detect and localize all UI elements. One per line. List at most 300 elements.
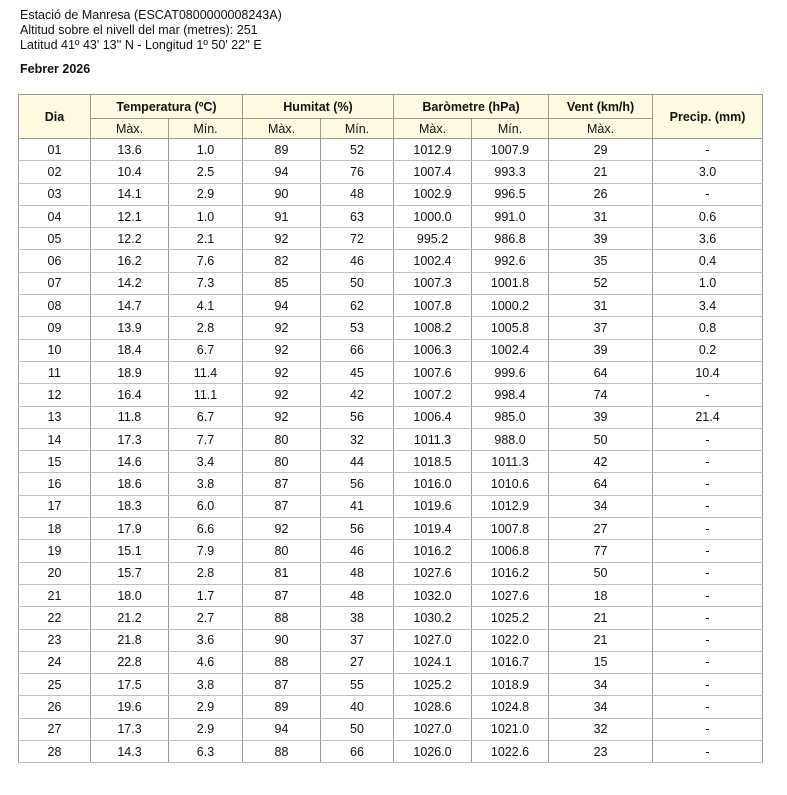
table-cell: 14.3 — [91, 741, 169, 763]
table-cell: 21 — [19, 584, 91, 606]
month-title: Febrer 2026 — [20, 62, 91, 76]
table-cell: 0.4 — [653, 250, 763, 272]
table-row — [19, 607, 763, 629]
table-cell: 21.8 — [91, 629, 169, 651]
table-cell: 1032.0 — [394, 584, 472, 606]
table-cell: 18.4 — [91, 339, 169, 361]
table-cell: 87 — [243, 495, 321, 517]
table-cell: 34 — [549, 696, 653, 718]
table-cell: 14.1 — [91, 183, 169, 205]
table-cell: 66 — [321, 339, 394, 361]
table-cell: - — [653, 651, 763, 673]
table-cell: 46 — [321, 540, 394, 562]
weather-table — [18, 94, 763, 763]
header-temperature: Temperatura (ºC) — [91, 95, 243, 119]
table-cell: 12 — [19, 384, 91, 406]
table-row — [19, 741, 763, 763]
table-cell: 50 — [321, 718, 394, 740]
table-cell: 1027.0 — [394, 718, 472, 740]
table-cell: 1002.9 — [394, 183, 472, 205]
header-wind: Vent (km/h) — [549, 95, 653, 119]
table-cell: 92 — [243, 361, 321, 383]
table-cell: - — [653, 540, 763, 562]
table-cell: - — [653, 384, 763, 406]
table-cell: 91 — [243, 205, 321, 227]
table-cell: 1018.9 — [472, 674, 549, 696]
table-cell: 3.0 — [653, 161, 763, 183]
table-cell: 80 — [243, 451, 321, 473]
table-cell: 992.6 — [472, 250, 549, 272]
table-cell: 1027.6 — [394, 562, 472, 584]
table-cell: 1016.7 — [472, 651, 549, 673]
table-cell: 80 — [243, 540, 321, 562]
station-info — [20, 8, 282, 53]
table-cell: 1027.0 — [394, 629, 472, 651]
table-cell: 22 — [19, 607, 91, 629]
header-dia: Dia — [19, 95, 91, 139]
table-cell: 27 — [19, 718, 91, 740]
table-cell: 999.6 — [472, 361, 549, 383]
table-row — [19, 406, 763, 428]
table-cell: 31 — [549, 205, 653, 227]
table-cell: 56 — [321, 406, 394, 428]
table-cell: - — [653, 741, 763, 763]
table-cell: 44 — [321, 451, 394, 473]
table-cell: 21 — [549, 607, 653, 629]
table-cell: 62 — [321, 295, 394, 317]
table-cell: 39 — [549, 228, 653, 250]
table-cell: - — [653, 718, 763, 740]
table-cell: 42 — [321, 384, 394, 406]
table-cell: - — [653, 518, 763, 540]
table-row — [19, 651, 763, 673]
subheader-temp-max: Màx. — [91, 119, 169, 139]
table-cell: - — [653, 473, 763, 495]
table-row — [19, 228, 763, 250]
table-cell: 11.1 — [169, 384, 243, 406]
table-cell: 1027.6 — [472, 584, 549, 606]
table-cell: 90 — [243, 629, 321, 651]
table-cell: 26 — [19, 696, 91, 718]
table-cell: 50 — [321, 272, 394, 294]
table-cell: - — [653, 183, 763, 205]
table-cell: 81 — [243, 562, 321, 584]
table-cell: 14 — [19, 428, 91, 450]
table-cell: 34 — [549, 495, 653, 517]
table-cell: 15.1 — [91, 540, 169, 562]
table-cell: 12.1 — [91, 205, 169, 227]
table-cell: 82 — [243, 250, 321, 272]
table-cell: 2.8 — [169, 562, 243, 584]
table-row — [19, 696, 763, 718]
table-row — [19, 629, 763, 651]
table-cell: 1007.8 — [394, 295, 472, 317]
table-cell: 37 — [321, 629, 394, 651]
table-cell: 1021.0 — [472, 718, 549, 740]
table-cell: 56 — [321, 473, 394, 495]
table-cell: 2.5 — [169, 161, 243, 183]
table-cell: 4.6 — [169, 651, 243, 673]
table-cell: 17.3 — [91, 428, 169, 450]
table-cell: 6.6 — [169, 518, 243, 540]
table-cell: 07 — [19, 272, 91, 294]
station-altitude: Altitud sobre el nivell del mar (metres): 251 — [20, 23, 258, 37]
table-cell: 05 — [19, 228, 91, 250]
table-cell: 32 — [321, 428, 394, 450]
table-cell: 1007.3 — [394, 272, 472, 294]
table-cell: 1022.0 — [472, 629, 549, 651]
header-precipitation: Precip. (mm) — [653, 95, 763, 139]
header-humidity: Humitat (%) — [243, 95, 394, 119]
table-cell: 45 — [321, 361, 394, 383]
table-cell: 85 — [243, 272, 321, 294]
table-cell: 89 — [243, 139, 321, 161]
table-cell: 27 — [321, 651, 394, 673]
table-cell: 2.9 — [169, 183, 243, 205]
table-cell: - — [653, 629, 763, 651]
table-cell: 48 — [321, 584, 394, 606]
table-row — [19, 540, 763, 562]
table-cell: 76 — [321, 161, 394, 183]
table-row — [19, 495, 763, 517]
table-cell: 1024.1 — [394, 651, 472, 673]
table-cell: 46 — [321, 250, 394, 272]
table-cell: 1012.9 — [394, 139, 472, 161]
table-cell: 02 — [19, 161, 91, 183]
table-cell: 14.2 — [91, 272, 169, 294]
table-row — [19, 317, 763, 339]
table-cell: 06 — [19, 250, 91, 272]
table-row — [19, 562, 763, 584]
table-cell: 1006.3 — [394, 339, 472, 361]
table-cell: 1002.4 — [394, 250, 472, 272]
table-cell: 64 — [549, 361, 653, 383]
table-cell: - — [653, 696, 763, 718]
table-cell: 3.6 — [653, 228, 763, 250]
table-cell: 986.8 — [472, 228, 549, 250]
table-cell: 15 — [19, 451, 91, 473]
table-cell: - — [653, 495, 763, 517]
table-cell: 48 — [321, 183, 394, 205]
table-cell: 16.4 — [91, 384, 169, 406]
table-cell: 1007.6 — [394, 361, 472, 383]
table-cell: 1030.2 — [394, 607, 472, 629]
table-row — [19, 139, 763, 161]
table-cell: 17.5 — [91, 674, 169, 696]
table-row — [19, 718, 763, 740]
table-cell: 41 — [321, 495, 394, 517]
table-cell: 13 — [19, 406, 91, 428]
station-name: Estació de Manresa (ESCAT0800000008243A) — [20, 8, 282, 22]
table-row — [19, 384, 763, 406]
table-cell: 1028.6 — [394, 696, 472, 718]
table-cell: 24 — [19, 651, 91, 673]
table-cell: 39 — [549, 339, 653, 361]
table-cell: - — [653, 451, 763, 473]
table-cell: 87 — [243, 473, 321, 495]
table-cell: 37 — [549, 317, 653, 339]
table-cell: 3.8 — [169, 674, 243, 696]
table-cell: 18.3 — [91, 495, 169, 517]
table-cell: 23 — [549, 741, 653, 763]
table-cell: 04 — [19, 205, 91, 227]
table-cell: 39 — [549, 406, 653, 428]
table-cell: 16.2 — [91, 250, 169, 272]
table-cell: 1019.4 — [394, 518, 472, 540]
table-cell: 1006.4 — [394, 406, 472, 428]
table-cell: 35 — [549, 250, 653, 272]
table-cell: 1026.0 — [394, 741, 472, 763]
table-cell: 1007.4 — [394, 161, 472, 183]
table-cell: 1010.6 — [472, 473, 549, 495]
table-cell: 993.3 — [472, 161, 549, 183]
table-cell: 17.9 — [91, 518, 169, 540]
table-cell: 92 — [243, 228, 321, 250]
table-cell: 1007.8 — [472, 518, 549, 540]
table-cell: 94 — [243, 161, 321, 183]
table-cell: 13.6 — [91, 139, 169, 161]
subheader-bar-min: Mín. — [472, 119, 549, 139]
table-cell: 10.4 — [653, 361, 763, 383]
table-cell: 18.0 — [91, 584, 169, 606]
table-cell: 4.1 — [169, 295, 243, 317]
table-cell: 1011.3 — [472, 451, 549, 473]
table-cell: 22.8 — [91, 651, 169, 673]
table-cell: 21 — [549, 161, 653, 183]
table-cell: 6.3 — [169, 741, 243, 763]
table-cell: 72 — [321, 228, 394, 250]
table-cell: - — [653, 562, 763, 584]
table-cell: 50 — [549, 428, 653, 450]
table-row — [19, 272, 763, 294]
table-cell: 15 — [549, 651, 653, 673]
table-cell: 6.7 — [169, 339, 243, 361]
table-cell: 21.4 — [653, 406, 763, 428]
table-cell: 6.7 — [169, 406, 243, 428]
table-cell: 92 — [243, 317, 321, 339]
table-row — [19, 473, 763, 495]
table-cell: 11.8 — [91, 406, 169, 428]
table-cell: 40 — [321, 696, 394, 718]
table-cell: 1.7 — [169, 584, 243, 606]
table-cell: 991.0 — [472, 205, 549, 227]
table-cell: 18.9 — [91, 361, 169, 383]
table-cell: 1024.8 — [472, 696, 549, 718]
table-cell: 87 — [243, 584, 321, 606]
table-cell: 3.4 — [653, 295, 763, 317]
table-cell: 17 — [19, 495, 91, 517]
table-cell: 1016.0 — [394, 473, 472, 495]
subheader-hum-min: Mín. — [321, 119, 394, 139]
table-cell: 1.0 — [169, 139, 243, 161]
table-cell: 28 — [19, 741, 91, 763]
table-cell: 29 — [549, 139, 653, 161]
table-cell: 10 — [19, 339, 91, 361]
table-cell: 92 — [243, 384, 321, 406]
table-cell: 53 — [321, 317, 394, 339]
table-body — [19, 139, 763, 763]
table-cell: 0.2 — [653, 339, 763, 361]
table-cell: 01 — [19, 139, 91, 161]
table-cell: 63 — [321, 205, 394, 227]
table-row — [19, 183, 763, 205]
table-cell: 1.0 — [653, 272, 763, 294]
table-row — [19, 584, 763, 606]
table-row — [19, 361, 763, 383]
table-cell: 1005.8 — [472, 317, 549, 339]
table-cell: - — [653, 607, 763, 629]
table-cell: 7.7 — [169, 428, 243, 450]
table-row — [19, 518, 763, 540]
table-cell: 18 — [549, 584, 653, 606]
table-cell: 13.9 — [91, 317, 169, 339]
table-cell: 88 — [243, 651, 321, 673]
table-cell: 1016.2 — [472, 562, 549, 584]
table-cell: 94 — [243, 295, 321, 317]
table-cell: 1008.2 — [394, 317, 472, 339]
table-cell: 88 — [243, 741, 321, 763]
table-cell: 14.7 — [91, 295, 169, 317]
table-cell: 6.0 — [169, 495, 243, 517]
table-cell: 2.8 — [169, 317, 243, 339]
subheader-bar-max: Màx. — [394, 119, 472, 139]
table-cell: 2.9 — [169, 696, 243, 718]
table-cell: 34 — [549, 674, 653, 696]
table-cell: 52 — [549, 272, 653, 294]
table-row — [19, 428, 763, 450]
table-cell: 18.6 — [91, 473, 169, 495]
table-cell: 50 — [549, 562, 653, 584]
table-cell: 1000.0 — [394, 205, 472, 227]
table-cell: - — [653, 584, 763, 606]
table-cell: 11.4 — [169, 361, 243, 383]
table-cell: 87 — [243, 674, 321, 696]
table-cell: 19.6 — [91, 696, 169, 718]
table-cell: 3.4 — [169, 451, 243, 473]
table-cell: 11 — [19, 361, 91, 383]
table-cell: 1011.3 — [394, 428, 472, 450]
table-cell: 32 — [549, 718, 653, 740]
subheader-wind-max: Màx. — [549, 119, 653, 139]
table-cell: 1.0 — [169, 205, 243, 227]
table-cell: 38 — [321, 607, 394, 629]
table-cell: 03 — [19, 183, 91, 205]
table-cell: 77 — [549, 540, 653, 562]
table-cell: 92 — [243, 339, 321, 361]
table-cell: 3.8 — [169, 473, 243, 495]
table-cell: 2.9 — [169, 718, 243, 740]
table-row — [19, 205, 763, 227]
header-barometer: Baròmetre (hPa) — [394, 95, 549, 119]
table-cell: 27 — [549, 518, 653, 540]
table-cell: 1012.9 — [472, 495, 549, 517]
table-cell: 1022.6 — [472, 741, 549, 763]
table-cell: 42 — [549, 451, 653, 473]
table-row — [19, 161, 763, 183]
table-cell: 80 — [243, 428, 321, 450]
table-cell: 90 — [243, 183, 321, 205]
table-row — [19, 295, 763, 317]
table-cell: 20 — [19, 562, 91, 584]
table-cell: 7.3 — [169, 272, 243, 294]
table-cell: 1007.2 — [394, 384, 472, 406]
table-cell: 1000.2 — [472, 295, 549, 317]
table-row — [19, 250, 763, 272]
table-cell: 74 — [549, 384, 653, 406]
table-cell: 26 — [549, 183, 653, 205]
subheader-temp-min: Mín. — [169, 119, 243, 139]
table-cell: 3.6 — [169, 629, 243, 651]
table-cell: 88 — [243, 607, 321, 629]
table-cell: 1018.5 — [394, 451, 472, 473]
table-cell: 0.8 — [653, 317, 763, 339]
table-cell: 31 — [549, 295, 653, 317]
subheader-hum-max: Màx. — [243, 119, 321, 139]
table-cell: - — [653, 139, 763, 161]
table-cell: 995.2 — [394, 228, 472, 250]
table-cell: 64 — [549, 473, 653, 495]
table-cell: 66 — [321, 741, 394, 763]
table-cell: - — [653, 674, 763, 696]
table-cell: 1001.8 — [472, 272, 549, 294]
table-cell: 2.7 — [169, 607, 243, 629]
table-row — [19, 451, 763, 473]
table-cell: 2.1 — [169, 228, 243, 250]
table-cell: 21 — [549, 629, 653, 651]
table-cell: 988.0 — [472, 428, 549, 450]
table-cell: 1025.2 — [394, 674, 472, 696]
table-cell: 1025.2 — [472, 607, 549, 629]
table-cell: 89 — [243, 696, 321, 718]
table-cell: 52 — [321, 139, 394, 161]
table-cell: 1002.4 — [472, 339, 549, 361]
table-cell: 1007.9 — [472, 139, 549, 161]
table-cell: 17.3 — [91, 718, 169, 740]
table-cell: 21.2 — [91, 607, 169, 629]
table-cell: 15.7 — [91, 562, 169, 584]
table-cell: 92 — [243, 406, 321, 428]
table-cell: 1016.2 — [394, 540, 472, 562]
table-cell: 10.4 — [91, 161, 169, 183]
table-cell: 19 — [19, 540, 91, 562]
table-cell: - — [653, 428, 763, 450]
table-cell: 56 — [321, 518, 394, 540]
station-coordinates: Latitud 41º 43' 13'' N - Longitud 1º 50' 22'' E — [20, 38, 262, 52]
table-cell: 7.6 — [169, 250, 243, 272]
table-cell: 7.9 — [169, 540, 243, 562]
table-row — [19, 674, 763, 696]
table-cell: 48 — [321, 562, 394, 584]
table-cell: 09 — [19, 317, 91, 339]
table-cell: 0.6 — [653, 205, 763, 227]
table-cell: 92 — [243, 518, 321, 540]
table-cell: 1019.6 — [394, 495, 472, 517]
table-cell: 18 — [19, 518, 91, 540]
table-cell: 55 — [321, 674, 394, 696]
table-cell: 996.5 — [472, 183, 549, 205]
table-cell: 985.0 — [472, 406, 549, 428]
table-cell: 16 — [19, 473, 91, 495]
table-cell: 08 — [19, 295, 91, 317]
table-row — [19, 339, 763, 361]
table-cell: 14.6 — [91, 451, 169, 473]
table-cell: 998.4 — [472, 384, 549, 406]
table-cell: 12.2 — [91, 228, 169, 250]
table-cell: 94 — [243, 718, 321, 740]
table-cell: 25 — [19, 674, 91, 696]
table-cell: 1006.8 — [472, 540, 549, 562]
table-cell: 23 — [19, 629, 91, 651]
